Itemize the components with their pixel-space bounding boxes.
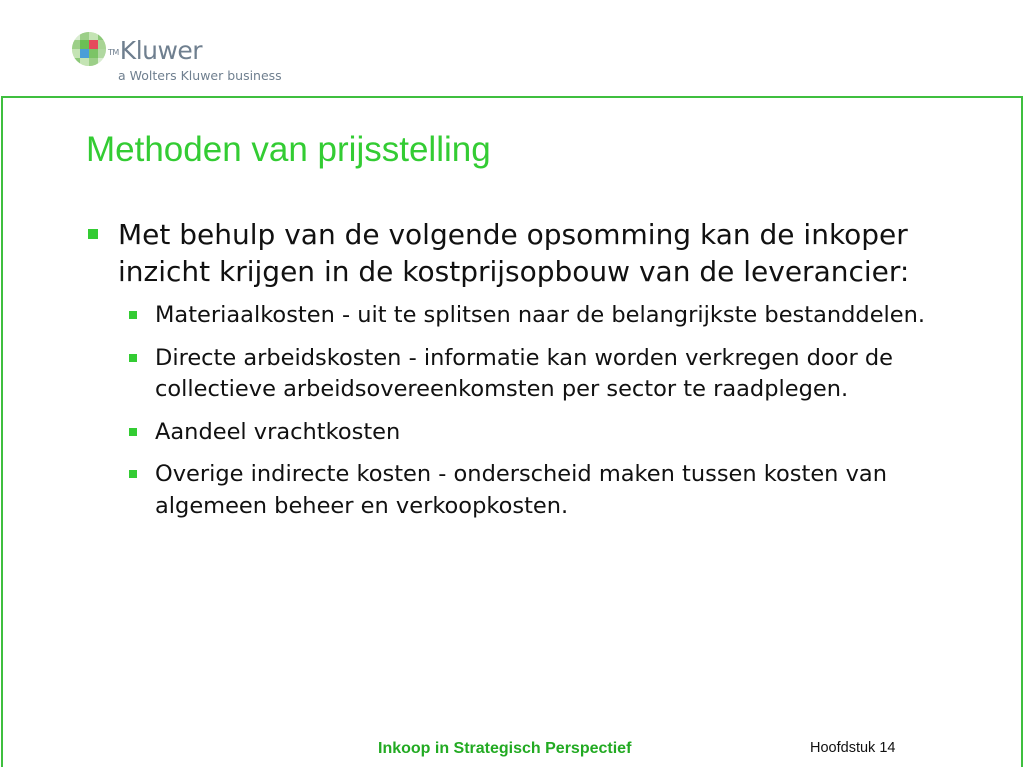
slide-title: Methoden van prijsstelling — [86, 130, 491, 169]
sub-bullet-text: Materiaalkosten - uit te splitsen naar de belangrijkste bestanddelen. — [155, 302, 926, 328]
sub-bullet-item — [128, 417, 946, 449]
square-bullet-icon — [129, 428, 137, 436]
sub-bullet-item — [128, 300, 946, 332]
sub-bullet-text: Directe arbeidskosten - informatie kan worden verkregen door de collectieve arbeidsovereenkomsten per sector te raadplegen. — [155, 344, 893, 402]
sub-bullet-item — [128, 343, 946, 406]
slide-header — [0, 0, 1024, 96]
sub-bullet-text: Aandeel vrachtkosten — [155, 418, 401, 445]
footer-book-title: Inkoop in Strategisch Perspectief — [378, 740, 632, 757]
square-bullet-icon — [88, 229, 98, 239]
square-bullet-icon — [129, 354, 137, 362]
sub-bullet-text: Overige indirecte kosten - onderscheid maken tussen kosten van algemeen beheer en verkoopkosten. — [155, 461, 887, 519]
sub-bullet-list — [128, 300, 946, 522]
footer-chapter: Hoofdstuk 14 — [810, 740, 896, 756]
main-bullet — [86, 216, 946, 290]
logo-wordmark-text: Kluwer — [119, 36, 203, 65]
sub-bullet-item — [128, 459, 946, 522]
square-bullet-icon — [129, 311, 137, 319]
logo-wordmark — [108, 36, 202, 65]
square-bullet-icon — [129, 470, 137, 478]
kluwer-logo — [70, 30, 310, 90]
logo-tagline: a Wolters Kluwer business — [118, 68, 282, 83]
slide-content — [86, 216, 946, 533]
kluwer-globe-icon — [70, 30, 108, 68]
main-bullet-text: Met behulp van de volgende opsomming kan de inkoper inzicht krijgen in de kostprijsopbouw van de leverancier: — [118, 218, 910, 288]
logo-tm: TM — [108, 47, 119, 57]
